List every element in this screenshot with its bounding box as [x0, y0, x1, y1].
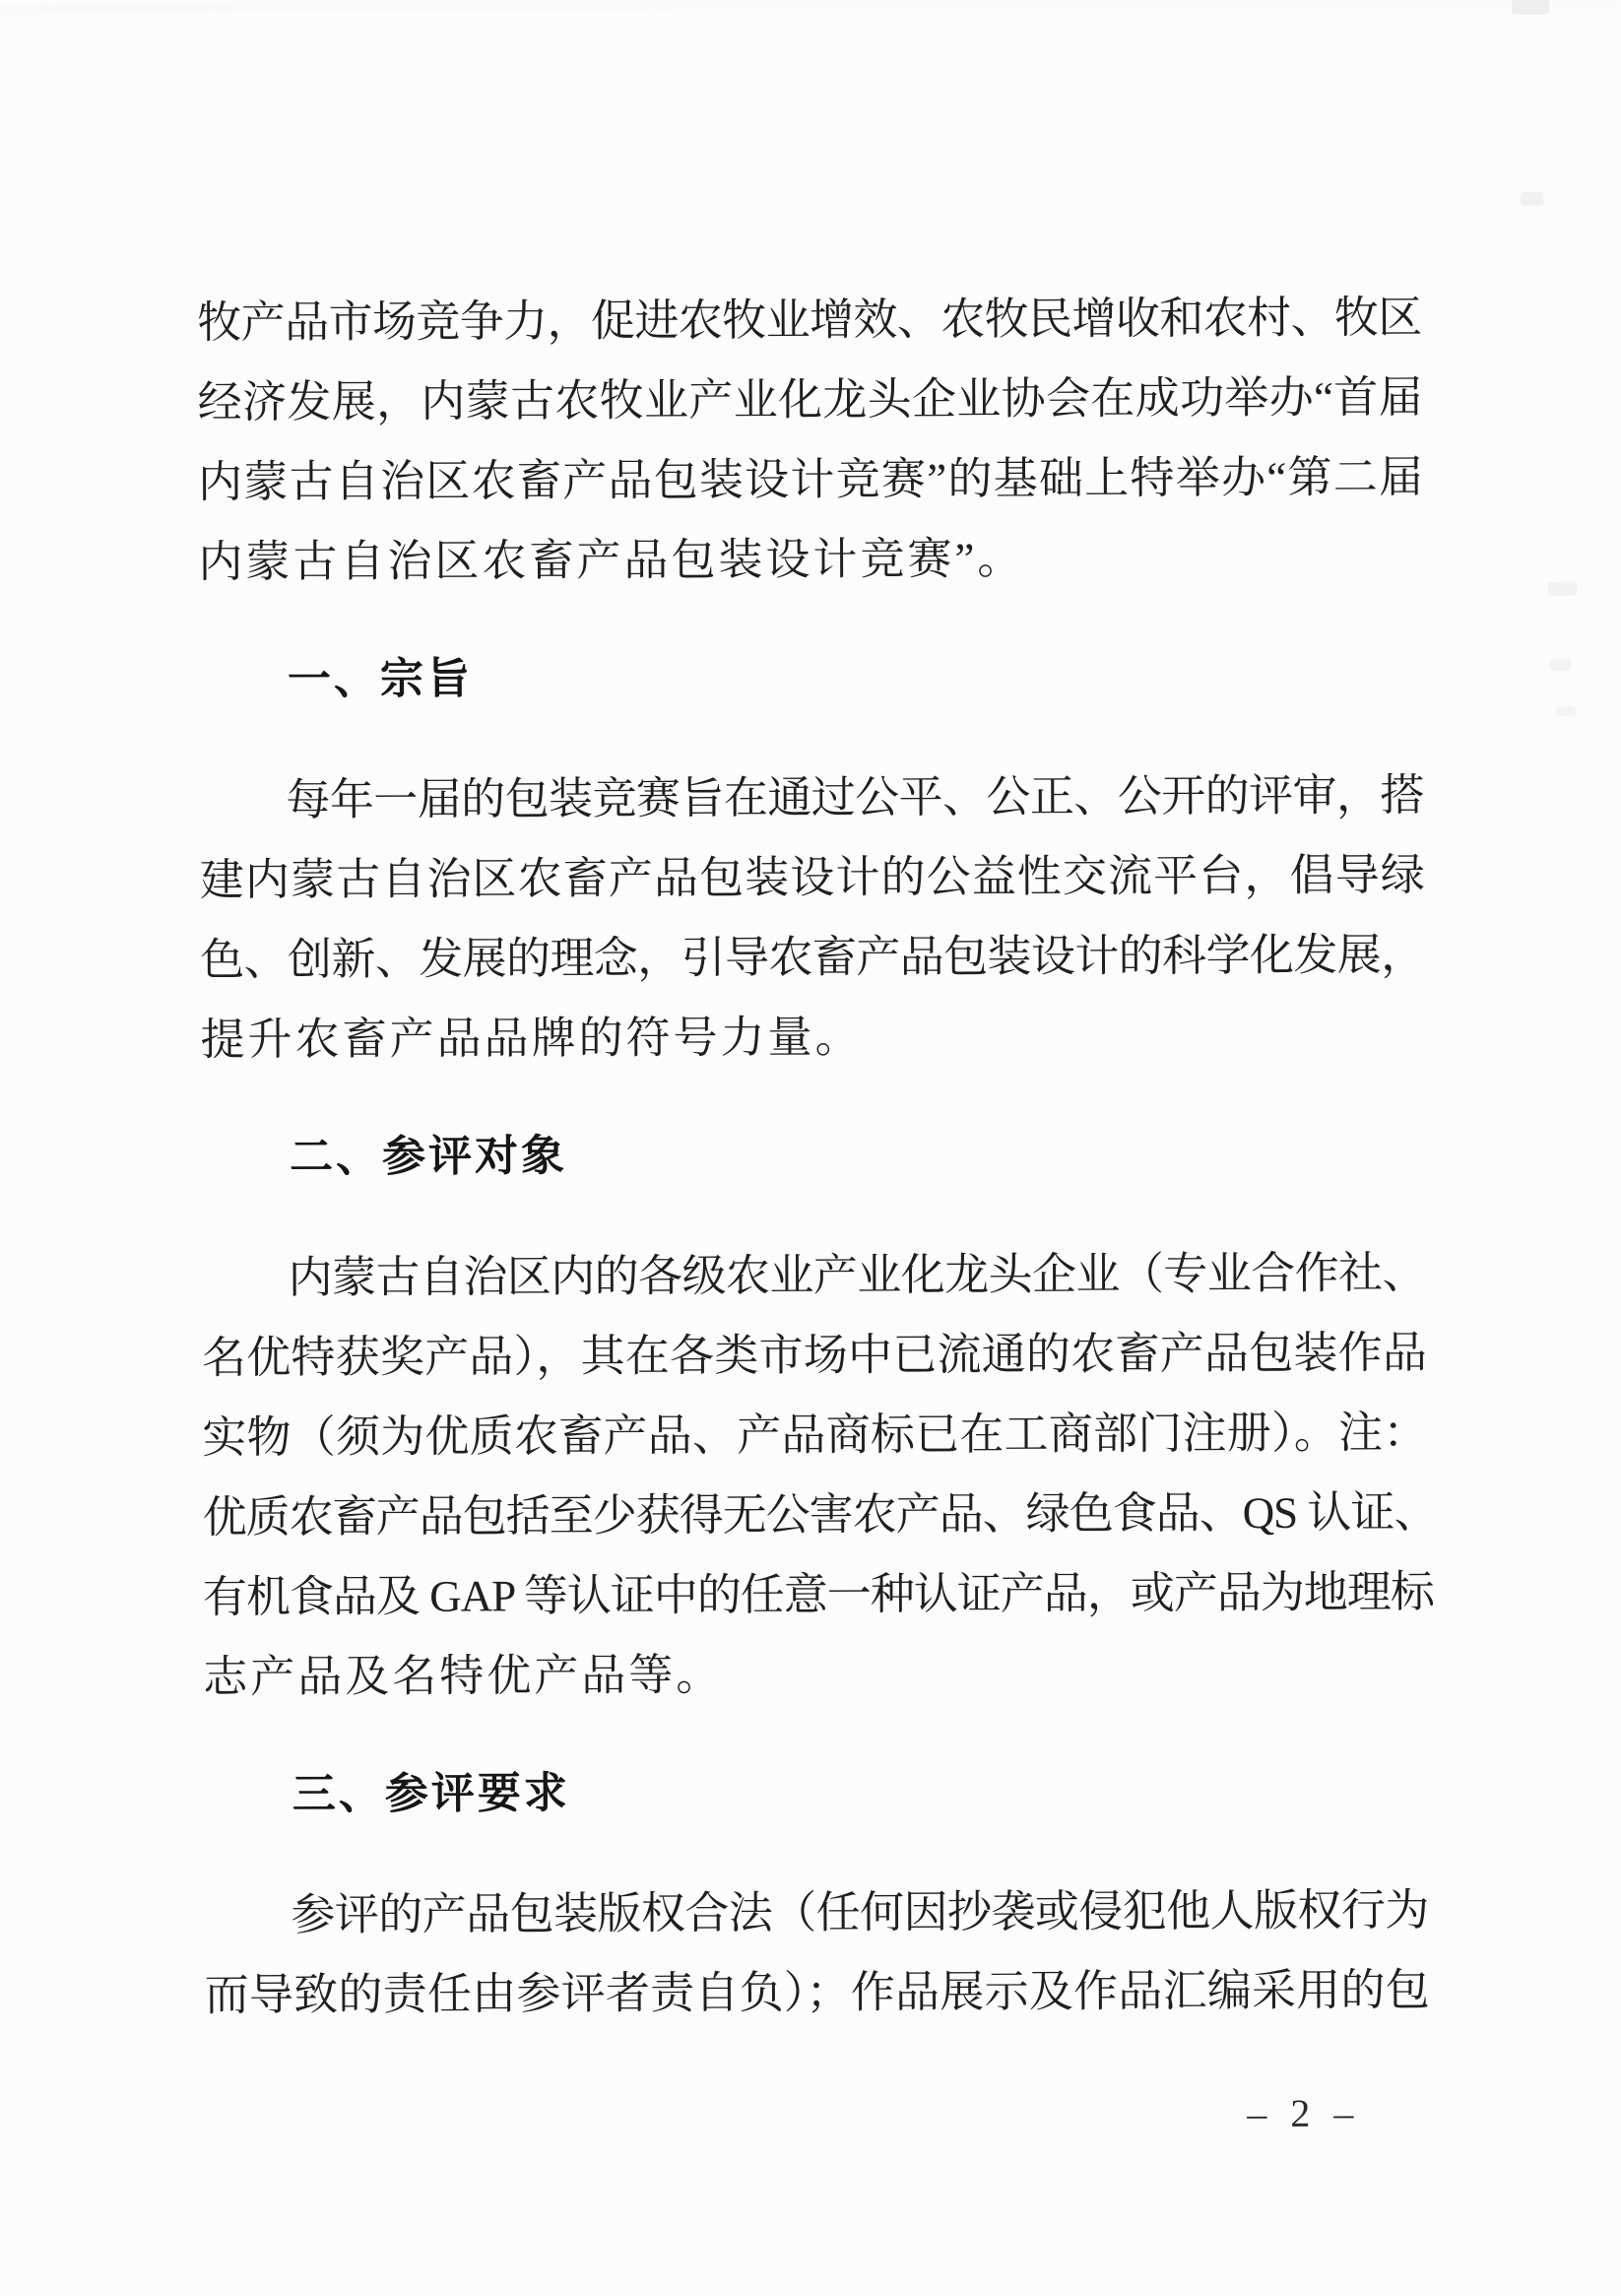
scan-smudge [1521, 192, 1544, 206]
scan-smudge [1556, 706, 1576, 716]
scan-smudge [1550, 659, 1572, 671]
body-line: 而导致的责任由参评者责自负）；作品展示及作品汇编采用的包 [204, 1965, 1429, 2020]
scan-smudge [1547, 582, 1577, 596]
body-line: 名优特获奖产品），其在各类市场中已流通的农畜产品包装作品 [201, 1328, 1427, 1383]
scan-smudge [1512, 0, 1549, 15]
body-line: 实物（须为优质农畜产品、产品商标已在工商部门注册）。注： [202, 1408, 1427, 1463]
section-heading-requirements: 三、参评要求 [292, 1769, 570, 1819]
body-line: 经济发展，内蒙古农牧业产业化龙头企业协会在成功举办“首届 [197, 372, 1422, 427]
body-line: 有机食品及 GAP 等认证中的任意一种认证产品，或产品为地理标 [202, 1567, 1434, 1622]
body-line: 志产品及名特优产品等。 [203, 1650, 724, 1702]
body-line: 牧产品市场竞争力，促进农牧业增效、农牧民增收和农村、牧区 [197, 293, 1422, 348]
page-number: – 2 – [1247, 2090, 1361, 2136]
section-heading-purpose: 一、宗旨 [287, 654, 474, 704]
body-line: 内蒙古自治区内的各级农业产业化龙头企业（专业合作社、 [288, 1248, 1426, 1303]
body-line: 色、创新、发展的理念，引导农畜产品包装设计的科学化发展， [200, 930, 1425, 985]
body-line: 优质农畜产品包括至少获得无公害农产品、绿色食品、QS 认证、 [202, 1487, 1438, 1542]
body-line: 内蒙古自治区农畜产品包装设计竞赛”。 [198, 534, 1025, 587]
scan-smudge [0, 0, 1616, 14]
body-line: 参评的产品包装版权合法（任何因抄袭或侵犯他人版权行为 [291, 1885, 1429, 1940]
body-line: 内蒙古自治区农畜产品包装设计竞赛”的基础上特举办“第二届 [197, 452, 1423, 507]
body-line: 每年一届的包装竞赛旨在通过公平、公正、公开的评审，搭 [286, 770, 1424, 825]
body-line: 建内蒙古自治区农畜产品包装设计的公益性交流平台，倡导绿 [199, 850, 1424, 905]
body-line: 提升农畜产品品牌的符号力量。 [200, 1012, 863, 1065]
section-heading-eligibility: 二、参评对象 [289, 1132, 568, 1182]
document-body [197, 278, 1438, 2035]
